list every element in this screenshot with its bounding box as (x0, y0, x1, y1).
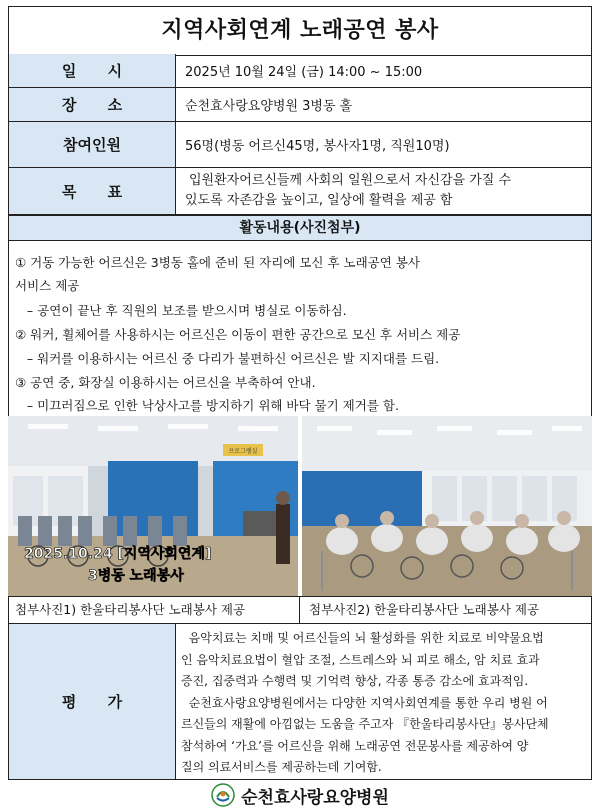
place-label: 장 소 (9, 88, 176, 121)
hospital-logo-icon (211, 783, 235, 807)
activity-line: ② 워커, 휠체어를 사용하시는 어르신은 이동이 편한 공간으로 모신 후 서비스 제공 (15, 327, 461, 342)
place-value: 순천효사랑요양병원 3병동 홀 (185, 99, 353, 114)
activity-line: – 공연이 끝난 후 직원의 보조를 받으시며 병실로 이동하심. (15, 303, 347, 318)
document-frame (8, 6, 592, 808)
evaluation-text (181, 628, 587, 779)
goal-line-1: 입원환자어르신들께 사회의 일원으로서 자신감을 가질 수 (189, 173, 512, 188)
photo-area (8, 416, 592, 596)
participants-label: 참여인원 (9, 122, 176, 167)
participants-row (8, 122, 592, 168)
goal-row (8, 168, 592, 215)
attached-photo-2 (302, 416, 592, 596)
evaluation-line: 인 음악치료요법이 혈압 조절, 스트레스와 뇌 피로 해소, 암 치료 효과 (181, 652, 540, 667)
activity-list (8, 241, 592, 416)
goal-line-2: 있도록 자존감을 높이고, 일상에 활력을 제공 함 (185, 193, 453, 208)
activity-line: – 미끄러짐으로 인한 낙상사고를 방지하기 위해 바닥 물기 제거를 함. (15, 398, 399, 413)
photo1-overlay-line1: 2025.10.24 [지역사회연계] (24, 546, 212, 562)
hospital-name: 순천효사랑요양병원 (241, 787, 389, 808)
goal-label: 목 표 (9, 168, 176, 214)
caption-photo-1: 첨부사진1) 한울타리봉사단 노래봉사 제공 (15, 602, 246, 617)
evaluation-line: 순천효사랑요양병원에서는 다양한 지역사회연계를 통한 우리 병원 어 (181, 695, 548, 710)
participants-value: 56명(병동 어르신45명, 봉사자1명, 직원10명) (185, 139, 450, 154)
activity-header: 활동내용(사진첨부) (8, 215, 592, 241)
photo1-overlay-line2: 3병동 노래봉사 (88, 568, 184, 584)
activity-line: – 워커를 이용하시는 어르신 중 다리가 불편하신 어르신은 발 지지대를 드림. (15, 351, 440, 366)
photo1-sign-text: 프로그램실 (228, 448, 258, 455)
photo-captions (8, 596, 592, 624)
date-row (8, 54, 592, 88)
goal-value (185, 168, 585, 214)
evaluation-line: 증진, 집중력과 수행력 및 기억력 향상, 각종 통증 감소에 효과적임. (181, 674, 529, 688)
date-value: 2025년 10월 24일 (금) 14:00 ~ 15:00 (185, 65, 423, 80)
attached-photo-1 (8, 416, 298, 596)
evaluation-section (8, 624, 592, 780)
date-label: 일 시 (9, 54, 176, 87)
evaluation-line: 르신들의 재활에 아낌없는 도움을 주고자 『한울타리봉사단』봉사단체 (181, 717, 549, 731)
place-row (8, 88, 592, 122)
caption-divider (299, 597, 300, 623)
caption-photo-2: 첨부사진2) 한울타리봉사단 노래봉사 제공 (309, 602, 540, 617)
evaluation-line: 질의 의료서비스를 제공하는데 기여함. (181, 760, 382, 774)
evaluation-line: 음악치료는 치매 및 어르신들의 뇌 활성화를 위한 치료로 비약물요법 (181, 631, 544, 645)
footer (8, 782, 592, 808)
evaluation-label: 평 가 (9, 624, 176, 779)
evaluation-line: 참석하여 ‘가요’를 어르신을 위해 노래공연 전문봉사를 제공하여 양 (181, 738, 529, 753)
activity-line: 서비스 제공 (15, 278, 80, 293)
document-title: 지역사회연계 노래공연 봉사 (8, 6, 592, 56)
activity-line: ① 거동 가능한 어르신은 3병동 홀에 준비 된 자리에 모신 후 노래공연 봉사 (15, 255, 420, 270)
activity-line: ③ 공연 중, 화장실 이용하시는 어르신을 부축하여 안내. (15, 375, 316, 390)
